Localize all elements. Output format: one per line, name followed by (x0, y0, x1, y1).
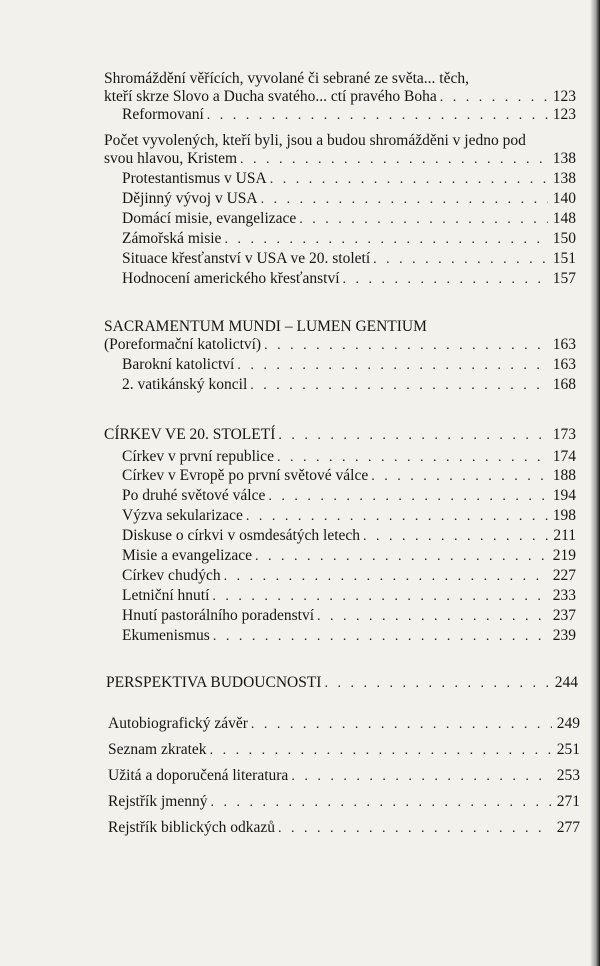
toc-entry-title: Výzva sekularizace (122, 507, 243, 524)
toc-entry (122, 170, 576, 189)
toc-entry-title: Církev v první republice (122, 448, 274, 465)
section-title: SACRAMENTUM MUNDI – LUMEN GENTIUM (104, 318, 427, 335)
toc-entry (122, 210, 576, 229)
toc-entry (122, 376, 576, 395)
toc-entry (108, 715, 580, 734)
dot-leader (363, 528, 548, 546)
toc-entry-title: Barokní katolictví (122, 356, 235, 373)
section-heading (104, 318, 576, 336)
dot-leader (210, 742, 552, 760)
toc-page-number: 277 (556, 819, 580, 836)
toc-entry-title: Misie a evangelizace (122, 547, 252, 564)
toc-page-number: 237 (552, 607, 576, 624)
dot-leader (324, 675, 550, 693)
dot-leader (224, 231, 548, 249)
dot-leader (210, 794, 552, 812)
toc-entry (122, 467, 576, 486)
section-title: PERSPEKTIVA BUDOUCNOSTI (106, 674, 322, 691)
dot-leader (207, 107, 548, 125)
toc-page-number: 244 (554, 674, 578, 691)
dot-leader (251, 716, 552, 734)
toc-page-number: 253 (556, 767, 580, 784)
toc-entry (122, 547, 576, 566)
toc-page-number: 174 (552, 448, 576, 465)
toc-entry-line (104, 70, 576, 88)
toc-page-number: 233 (552, 587, 576, 604)
toc-page-number: 157 (552, 270, 576, 287)
dot-leader (277, 449, 548, 467)
toc-entry (104, 88, 576, 107)
toc-entry-title: Seznam zkratek (108, 741, 207, 758)
toc-entry-title: Užitá a doporučená literatura (108, 767, 289, 784)
toc-entry-title: svou hlavou, Kristem (104, 150, 238, 167)
toc-page-number: 227 (552, 567, 576, 584)
toc-entry (122, 527, 576, 546)
toc-entry (108, 767, 580, 786)
dot-leader (440, 89, 548, 107)
toc-entry (108, 793, 580, 812)
toc-entry (122, 190, 576, 209)
toc-entry-title: Letniční hnutí (122, 587, 210, 604)
toc-entry-title: Církev chudých (122, 567, 221, 584)
dot-leader (299, 211, 548, 229)
toc-entry-title: Zámořská misie (122, 230, 222, 247)
toc-entry (104, 336, 576, 355)
toc-entry-title: Počet vyvolených, kteří byli, jsou a budou shromážděni v jedno pod (104, 132, 526, 149)
toc-entry (122, 448, 576, 467)
toc-page-number: 271 (556, 793, 580, 810)
page-edge-shadow (590, 0, 600, 966)
toc-page-number: 138 (552, 170, 576, 187)
toc-entry-title: Hodnocení amerického křesťanství (122, 270, 340, 287)
toc-page-number: 219 (552, 547, 576, 564)
dot-leader (213, 628, 548, 646)
section-title: CÍRKEV VE 20. STOLETÍ (104, 426, 276, 443)
dot-leader (317, 608, 548, 626)
toc-entry (122, 507, 576, 526)
toc-entry (122, 250, 576, 269)
toc-entry-title: Ekumenismus (122, 627, 210, 644)
toc-entry (122, 356, 576, 375)
dot-leader (261, 191, 548, 209)
toc-page-number: 251 (556, 741, 580, 758)
dot-leader (237, 357, 548, 375)
dot-leader (255, 548, 548, 566)
toc-page-number: 239 (552, 627, 576, 644)
toc-page-number: 249 (556, 715, 580, 732)
toc-entry-title: Situace křesťanství v USA ve 20. století (122, 250, 371, 267)
dot-leader (270, 171, 548, 189)
toc-page-number: 211 (553, 527, 576, 544)
toc-page-number: 173 (552, 426, 576, 443)
toc-page-number: 123 (552, 88, 576, 105)
toc-entry-title: Po druhé světové válce (122, 487, 266, 504)
toc-entry (104, 150, 576, 169)
toc-entry (122, 627, 576, 646)
toc-entry (122, 587, 576, 606)
dot-leader (371, 468, 548, 486)
dot-leader (250, 377, 548, 395)
toc-entry (122, 270, 576, 289)
toc-entry (108, 741, 580, 760)
toc-page-number: 148 (552, 210, 576, 227)
toc-entry-title: Protestantismus v USA (122, 170, 267, 187)
toc-page-number: 151 (552, 250, 576, 267)
section-heading (104, 426, 576, 445)
toc-entry (122, 106, 576, 125)
dot-leader (212, 588, 548, 606)
toc-entry-title: Domácí misie, evangelizace (122, 210, 297, 227)
section-heading (106, 674, 578, 693)
toc-page-number: 194 (552, 487, 576, 504)
dot-leader (278, 427, 548, 445)
toc-page-number: 163 (552, 356, 576, 373)
dot-leader (240, 151, 548, 169)
toc-entry (108, 819, 580, 838)
dot-leader (343, 271, 548, 289)
dot-leader (224, 568, 548, 586)
toc-entry-title: Hnutí pastorálního poradenství (122, 607, 314, 624)
toc-page-number: 188 (552, 467, 576, 484)
toc-entry (122, 567, 576, 586)
toc-page-number: 198 (552, 507, 576, 524)
toc-entry (122, 607, 576, 626)
toc-entry-title: kteří skrze Slovo a Ducha svatého... ctí pravého Boha (104, 88, 437, 105)
toc-entry-title: (Poreformační katolictví) (104, 336, 262, 353)
toc-page-number: 163 (552, 336, 576, 353)
toc-entry (122, 487, 576, 506)
toc-entry-title: Rejstřík jmenný (108, 793, 208, 810)
dot-leader (373, 251, 548, 269)
toc-entry-line (104, 132, 576, 150)
toc-page-number: 123 (552, 106, 576, 123)
dot-leader (291, 768, 552, 786)
toc-page-number: 140 (552, 190, 576, 207)
toc-entry-title: Dějinný vývoj v USA (122, 190, 258, 207)
toc-entry-title: Autobiografický závěr (108, 715, 248, 732)
dot-leader (268, 488, 548, 506)
dot-leader (278, 820, 552, 838)
toc-entry-title: Shromáždění věřících, vyvolané či sebrané ze světa... těch, (104, 70, 469, 87)
toc-entry-title: Rejstřík biblických odkazů (108, 819, 276, 836)
toc-entry-title: 2. vatikánský koncil (122, 376, 248, 393)
dot-leader (246, 508, 548, 526)
toc-entry (122, 230, 576, 249)
toc-entry-title: Církev v Evropě po první světové válce (122, 467, 369, 484)
dot-leader (264, 337, 548, 355)
toc-entry-title: Reformovaní (122, 106, 204, 123)
toc-page-number: 138 (552, 150, 576, 167)
toc-page-number: 168 (552, 376, 576, 393)
toc-page-number: 150 (552, 230, 576, 247)
toc-entry-title: Diskuse o církvi v osmdesátých letech (122, 527, 361, 544)
